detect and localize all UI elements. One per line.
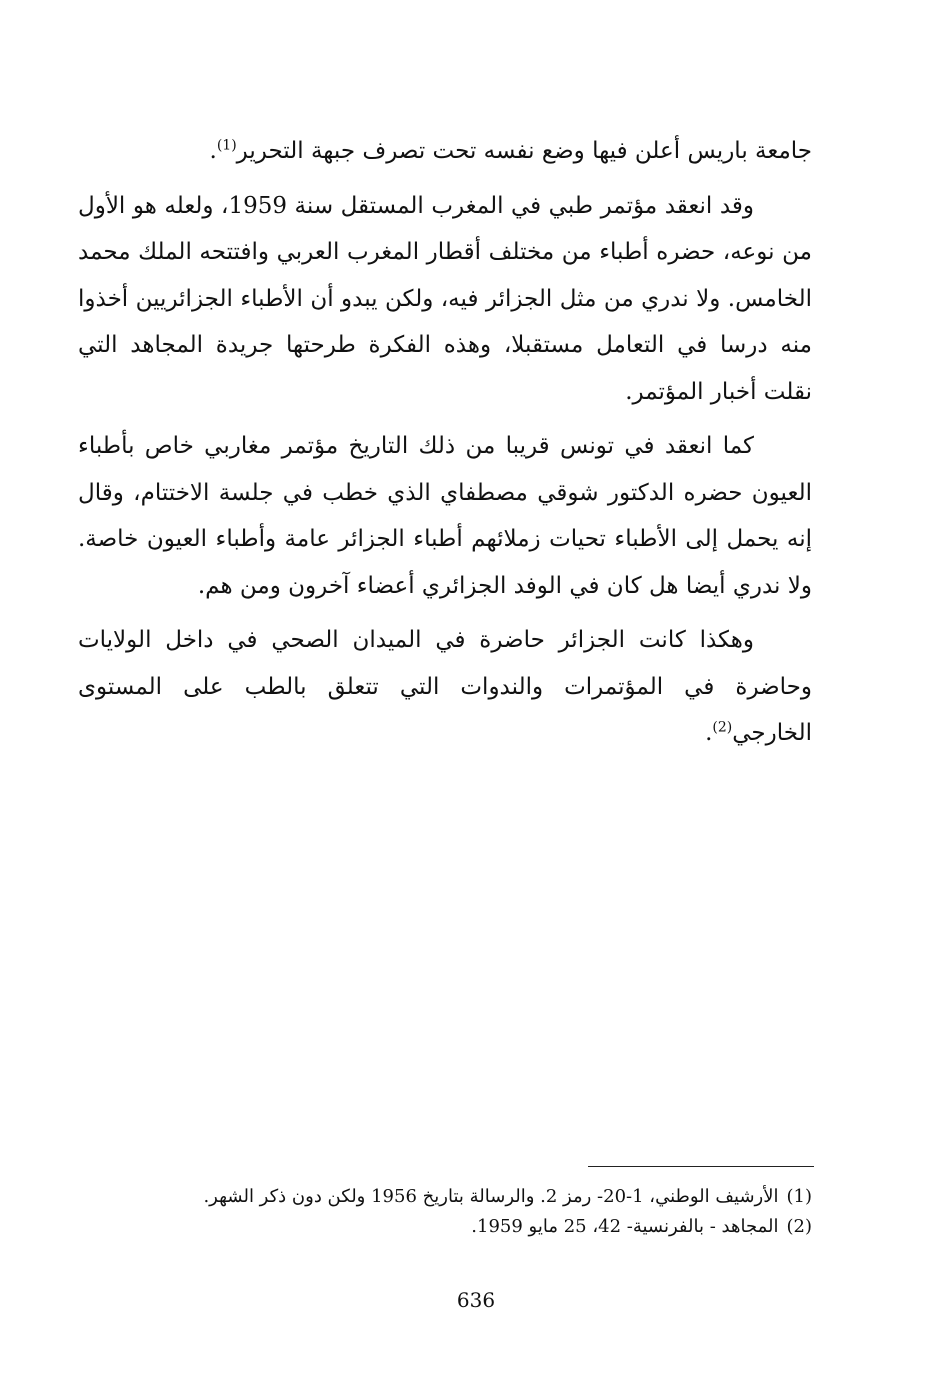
paragraph-4-text: وهكذا كانت الجزائر حاضرة في الميدان الصحي في داخل الولايات وحاضرة في المؤتمرات والندوات التي تتعلق بالطب على المستوى الخارجي [78, 627, 812, 746]
footnote-2-number: (2) [786, 1216, 812, 1237]
paragraph-3 [78, 423, 812, 609]
paragraph-2 [78, 183, 812, 416]
paragraph-4 [78, 617, 812, 757]
footnote-ref-2: (2) [712, 719, 733, 736]
page-number: 636 [456, 1288, 496, 1312]
footnote-2-text: المجاهد - بالفرنسية- 42، 25 مايو 1959. [471, 1216, 779, 1237]
paragraph-1-text: جامعة باريس أعلن فيها وضع نفسه تحت تصرف جبهة التحرير [236, 138, 812, 164]
footnote-2 [78, 1212, 812, 1242]
paragraph-3-text: كما انعقد في تونس قريبا من ذلك التاريخ مؤتمر مغاربي خاص بأطباء العيون حضره الدكتور شوقي مصطفاي الذي خطب في جلسة الاختتام، وقال إنه يحمل إلى الأطباء تحيات زملائهم أطباء الجزائر عامة وأطباء العيون خاصة. ولا ندري أيضا هل كان في الوفد الجزائري أعضاء آخرون ومن هم. [78, 433, 812, 599]
paragraph-1 [78, 128, 812, 175]
main-text [78, 128, 812, 765]
footnotes [78, 1182, 812, 1242]
footnote-1-number: (1) [786, 1186, 812, 1207]
paragraph-2-text: وقد انعقد مؤتمر طبي في المغرب المستقل سنة 1959، ولعله هو الأول من نوعه، حضره أطباء من مختلف أقطار المغرب العربي وافتتحه الملك محمد الخامس. ولا ندري من مثل الجزائر فيه، ولكن يبدو أن الأطباء الجزائريين أخذوا منه درسا في التعامل مستقبلا، وهذه الفكرة طرحتها جريدة المجاهد التي نقلت أخبار المؤتمر. [78, 192, 812, 405]
footnote-ref-1: (1) [216, 137, 237, 154]
footnote-1 [78, 1182, 812, 1212]
paragraph-4-end: . [705, 720, 713, 746]
footnote-1-text: الأرشيف الوطني، 1-20- رمز 2. والرسالة بتاريخ 1956 ولكن دون ذكر الشهر. [203, 1186, 779, 1207]
footnote-divider [588, 1166, 814, 1167]
paragraph-1-end: . [209, 138, 217, 164]
